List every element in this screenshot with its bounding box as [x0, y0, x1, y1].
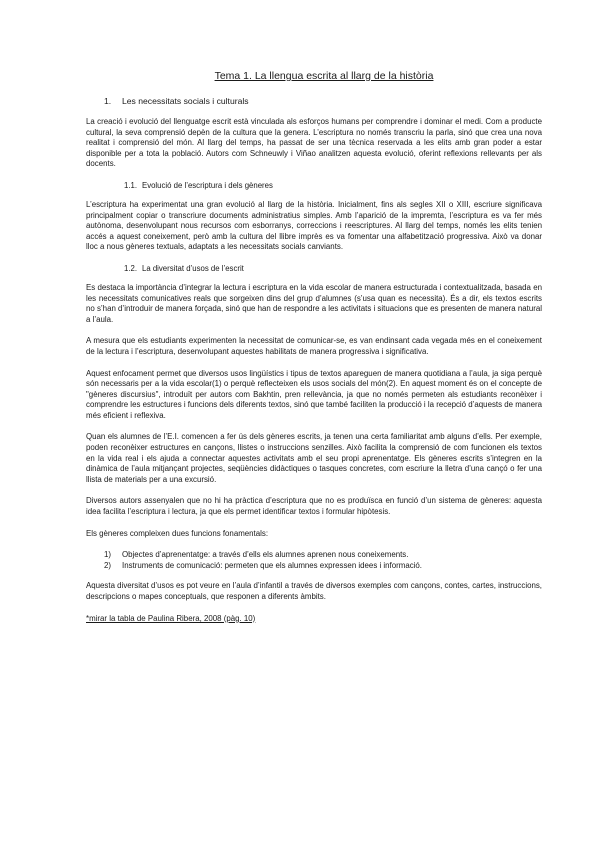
list-item [86, 561, 542, 572]
subsection-1-1-paragraph: L’escriptura ha experimentat una gran evolució al llarg de la història. Inicialment, fins als segles XII o XIII, escriure significava principalment copiar o transcriure documents administratius simples. Amb l’aparició de la impremta, l’escriptura es va fer més autònoma, desenvolupant nous recursos com esborranys, correccions i reescriptures. Al llarg del temps, només les elits tenien accés a aquest coneixement, però amb la cultura del llibre imprès es va fomentar una alfabetització progressiva. Això va donar lloc a nous gèneres textuals, adaptats a les necessitats socials canviants. [86, 199, 542, 252]
section-1-paragraph: La creació i evolució del llenguatge escrit està vinculada als esforços humans per comprendre i dominar el medi. Com a producte cultural, la seva comprensió depèn de la cultura que la genera. L’escriptura no només transcriu la parla, sinó que crea una nova realitat i comprensió del món. Al llarg del temps, ha passat de ser una tècnica reservada a les elits amb gran poder a estar disponible per a tota la població. Autors com Schneuwly i Viñao analitzen aquesta evolució, oferint reflexions rellevants per als docents. [86, 117, 542, 169]
list-item-text: Objectes d’aprenentatge: a través d’ells els alumnes aprenen nous coneixements. [122, 550, 409, 560]
subsection-heading-1-2 [86, 264, 542, 273]
list-number: 2) [104, 560, 112, 570]
paragraph: Aquest enfocament permet que diversos usos lingüístics i tipus de textos apareguen de manera quotidiana a l’aula, ja siga perquè són necessaris per a la vida escolar(1) o perquè reflecteixen els usos socials del món(2). En aquest moment és on el concepte de "gèneres discursius", introduït per autors com Bakhtin, pren rellevància, ja que no només permeten als estudiants reconèixer i comprendre les estructures i funcions dels diferents textos, sinó que també faciliten la producció i la recepció d’aquests de manera més eficient i reflexiva. [86, 368, 542, 420]
subsection-title: La diversitat d’usos de l’escrit [142, 263, 244, 273]
subsection-heading-1-1 [86, 181, 542, 190]
section-title: Les necessitats socials i culturals [122, 96, 249, 106]
page-title: Tema 1. La llengua escrita al llarg de la història [214, 70, 434, 82]
list-item-text: Instruments de comunicació: permeten que els alumnes expressen idees i informació. [122, 560, 422, 570]
subsection-title: Evolució de l’escriptura i dels gèneres [142, 180, 273, 190]
subsection-number: 1.1. [124, 180, 138, 190]
paragraph: Diversos autors assenyalen que no hi ha pràctica d’escriptura que no es produïsca en funció d’un sistema de gèneres: aquesta idea facilita l’escriptura i lectura, ja que els permet identificar textos i formular hipòtesis. [86, 496, 542, 517]
section-number: 1. [104, 96, 112, 106]
footnote: *mirar la tabla de Paulina Ribera, 2008 (pàg. 10) [86, 613, 256, 623]
paragraph: Es destaca la importància d’integrar la lectura i escriptura en la vida escolar de manera estructurada i contextualitzada, basada en les necessitats comunicatives reals que sorgeixen dins del grup d’alumnes (s’usa quan es necessita). És a dir, els textos escrits no s’han d’introduir de manera forçada, sinó que han de respondre a les activitats i situacions que es presenten de manera natural a l’aula. [86, 282, 542, 324]
paragraph: Aquesta diversitat d’usos es pot veure en l’aula d’infantil a través de diversos exemples com cançons, contes, cartes, instruccions, descripcions o mapes conceptuals, que responen a diferents àmbits. [86, 581, 542, 601]
paragraph: A mesura que els estudiants experimenten la necessitat de comunicar-se, es van endinsant cada vegada més en el coneixement de la lectura i l’escriptura, desenvolupant aquestes habilitats de manera progressiva i significativa. [86, 336, 542, 356]
functions-list [86, 550, 542, 571]
subsection-number: 1.2. [124, 263, 138, 273]
section-heading-1 [86, 96, 542, 106]
paragraph: Quan els alumnes de l’E.I. comencen a fer ús dels gèneres escrits, ja tenen una certa familiaritat amb alguns d’ells. Per exemple, poden reconèixer estructures en cançons, llistes o instruccions senzilles. Això facilita la comprensió de com funcionen els textos en la vida real i els ajuda a connectar aquestes activitats amb el seu propi aprenentatge. Els gèneres escrits s’integren en la dinàmica de l’aula mitjançant projectes, seqüències didàctiques o tasques concretes, com escriure la lletra d’una cançó o fer una llista de materials per a una excursió. [86, 432, 542, 484]
paragraph: Els gèneres compleixen dues funcions fonamentals: [86, 528, 269, 538]
list-number: 1) [104, 550, 112, 560]
list-item [86, 550, 542, 561]
